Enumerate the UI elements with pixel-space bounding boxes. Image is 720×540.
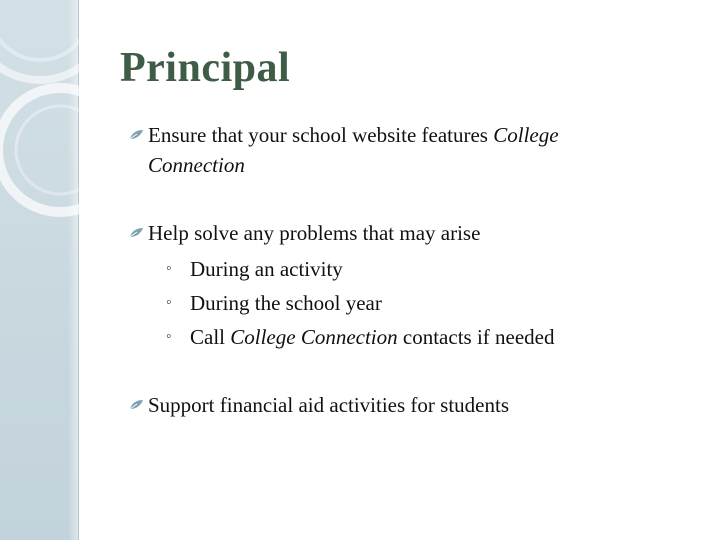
sub-item-text: Call College Connection contacts if needed <box>190 325 555 349</box>
bullet-text: Support financial aid activities for students <box>148 393 509 417</box>
bullet-item-problems <box>130 218 690 354</box>
leaf-bullet-icon <box>128 225 144 241</box>
hollow-circle-bullet-icon: ◦ <box>166 294 172 311</box>
hollow-circle-bullet-icon: ◦ <box>166 260 172 277</box>
ring-medium <box>0 0 90 60</box>
bullet-text: Help solve any problems that may arise <box>148 221 481 245</box>
ring-lower-inner <box>16 106 104 194</box>
sub-item-activity <box>148 252 690 286</box>
sub-item-contacts <box>148 320 690 354</box>
sub-item-text: During the school year <box>190 291 382 315</box>
bullet-text-continued: Connection <box>148 153 245 177</box>
ring-large <box>0 0 110 80</box>
bullet-list <box>130 120 690 420</box>
bullet-item-website <box>130 120 690 180</box>
leaf-bullet-icon <box>128 127 144 143</box>
leaf-bullet-icon <box>128 397 144 413</box>
sub-item-school-year <box>148 286 690 320</box>
bullet-item-financial-aid <box>130 390 690 420</box>
sub-item-text: During an activity <box>190 257 343 281</box>
sub-bullet-list <box>148 252 690 354</box>
bullet-text: Ensure that your school website features College <box>148 123 559 147</box>
slide-title: Principal <box>120 45 291 91</box>
hollow-circle-bullet-icon: ◦ <box>166 328 172 345</box>
